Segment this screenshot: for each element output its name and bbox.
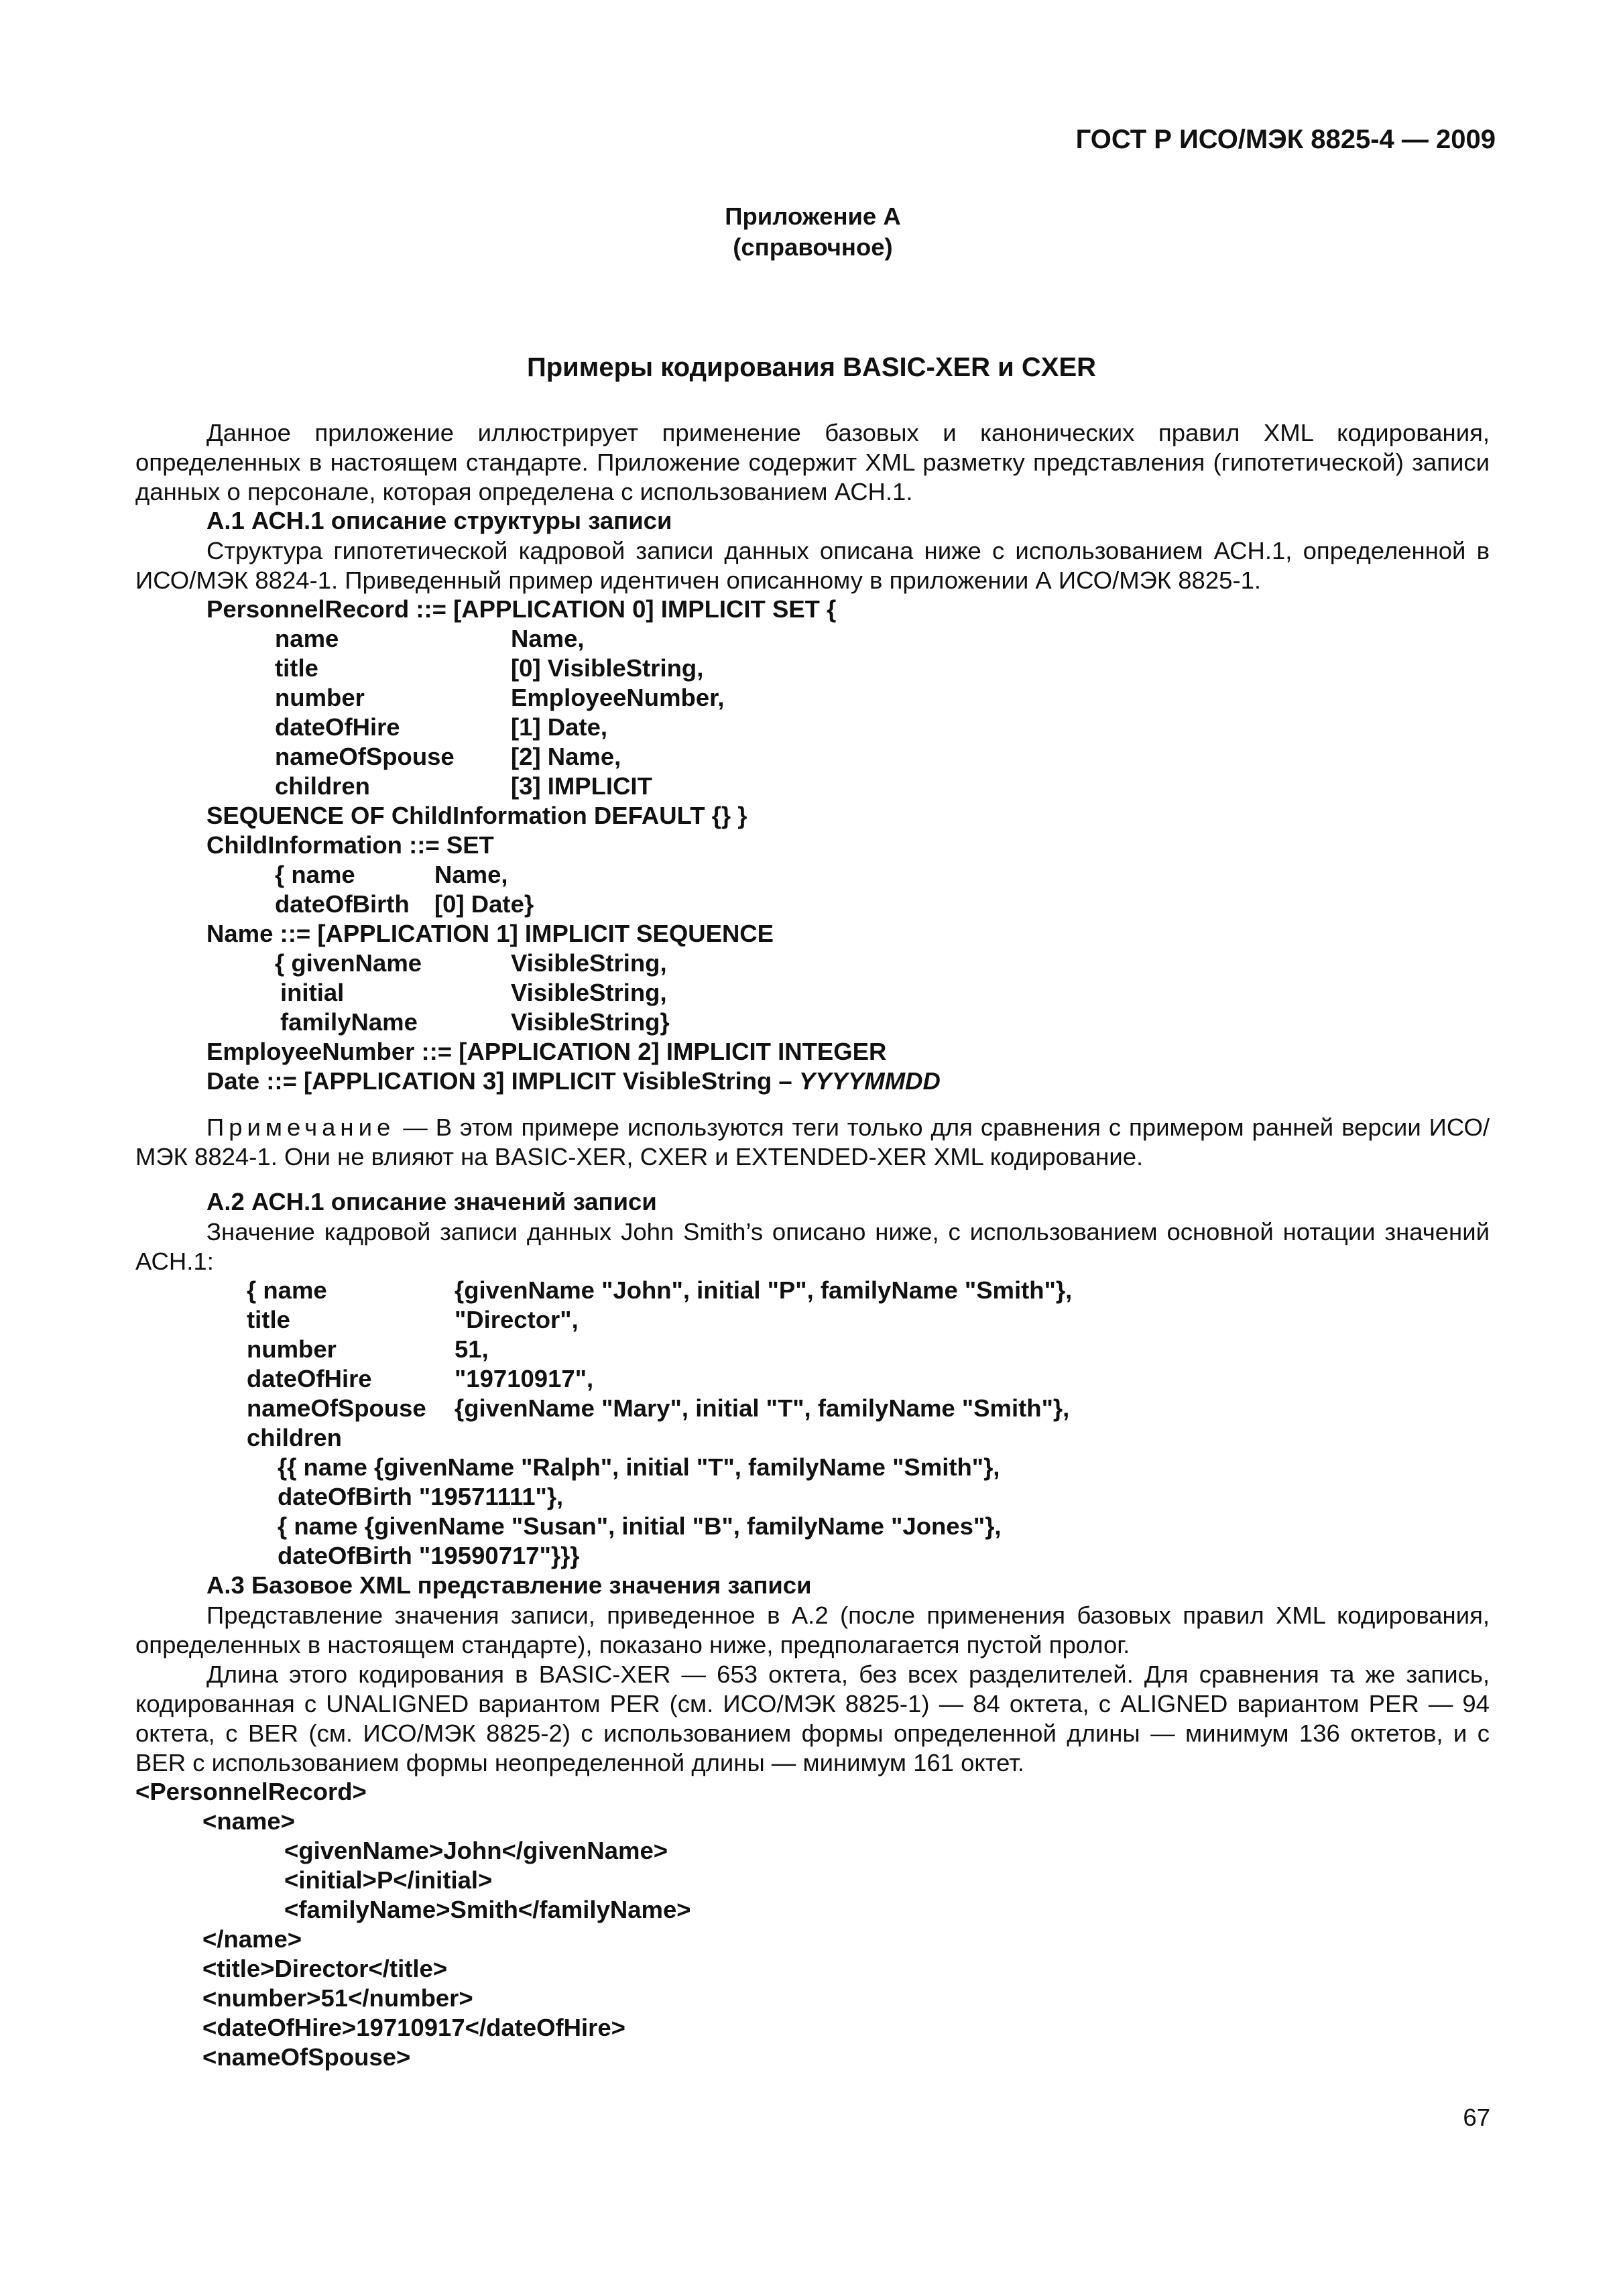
field-name: number: [275, 684, 365, 711]
value-content: {givenName "Mary", initial "T", familyName "Smith"},: [455, 1394, 1070, 1422]
field-type: [0] VisibleString,: [511, 654, 704, 682]
code-line: EmployeeNumber ::= [APPLICATION 2] IMPLICIT INTEGER: [206, 1038, 887, 1065]
field-name: { givenName: [275, 949, 422, 977]
field-name: familyName: [280, 1008, 418, 1036]
children-value-line: dateOfBirth "19571111"},: [278, 1483, 564, 1510]
annex-subtitle: (справочное): [733, 233, 893, 261]
code-line: SEQUENCE OF ChildInformation DEFAULT {} }: [206, 802, 747, 829]
field-name: name: [275, 625, 339, 652]
a2-paragraph: [135, 1217, 1490, 1276]
value-name: number: [247, 1335, 337, 1363]
date-definition: Date ::= [APPLICATION 3] IMPLICIT VisibleString –: [206, 1067, 792, 1095]
code-line: PersonnelRecord ::= [APPLICATION 0] IMPLICIT SET {: [206, 595, 837, 623]
field-name: nameOfSpouse: [275, 743, 455, 770]
annex-title: Приложение А: [725, 202, 901, 230]
code-line: [206, 1067, 941, 1095]
value-name: nameOfSpouse: [247, 1394, 426, 1422]
xml-line: <title>Director</title>: [202, 1955, 448, 1982]
field-type: Name,: [434, 861, 508, 888]
field-name: title: [275, 654, 318, 682]
value-content: {givenName "John", initial "P", familyName "Smith"},: [455, 1276, 1073, 1304]
field-type: [2] Name,: [511, 743, 621, 770]
field-type: [1] Date,: [511, 713, 608, 741]
intro-paragraph: [135, 418, 1490, 507]
value-content: "Director",: [455, 1306, 579, 1333]
note-paragraph: [135, 1113, 1490, 1172]
a3-paragraph-2: [135, 1660, 1490, 1778]
field-name: children: [275, 772, 370, 800]
xml-line: <givenName>John</givenName>: [284, 1837, 668, 1864]
section-title: Примеры кодирования BASIC-XER и CXER: [526, 353, 1097, 382]
intro-text: Данное приложение иллюстрирует применение базовых и канонических правил XML кодирования, определенных в настоящем стандарте. Приложение содержит XML разметку представления (гипотетической) записи данных о персонале, которая определена с использованием АСН.1.: [135, 419, 1490, 506]
value-name: dateOfHire: [247, 1365, 372, 1392]
a3-text-2: Длина этого кодирования в BASIC-XER — 653 октета, без всех разделителей. Для сравнения та же запись, кодированная с UNALIGNED вариантом PER (см. ИСО/МЭК 8825-1) — 84 октета, с ALIGNED вариантом PER — 94 октета, с BER (см. ИСО/МЭК 8825-2) с использованием формы определенной длины — минимум 136 октетов, и с BER с использованием формы неопределенной длины — минимум 161 октет.: [135, 1660, 1490, 1777]
value-name: children: [247, 1424, 342, 1451]
a2-text: Значение кадровой записи данных John Smith’s описано ниже, с использованием основной нотации значений АСН.1:: [135, 1218, 1490, 1276]
field-name: { name: [275, 861, 355, 888]
field-name: dateOfBirth: [275, 890, 410, 918]
a3-paragraph-1: [135, 1601, 1490, 1660]
a1-paragraph: [135, 536, 1490, 595]
note-label: Примечание: [206, 1113, 396, 1141]
a2-heading: А.2 АСН.1 описание значений записи: [206, 1188, 657, 1215]
note-text: — В этом примере используются теги только для сравнения с примером ранней версии ИСО/МЭК 8824-1. Они не влияют на BASIC-XER, CXER и EXTENDED-XER XML кодирование.: [135, 1113, 1490, 1171]
xml-line: <dateOfHire>19710917</dateOfHire>: [202, 2014, 625, 2041]
field-name: initial: [280, 979, 345, 1006]
xml-line: <name>: [202, 1807, 295, 1835]
value-content: "19710917",: [455, 1365, 594, 1392]
field-type: [3] IMPLICIT: [511, 772, 652, 800]
date-format: YYYYMMDD: [798, 1067, 941, 1095]
field-type: [0] Date}: [434, 890, 534, 918]
xml-line: <number>51</number>: [202, 1984, 473, 2012]
standard-header: ГОСТ Р ИСО/МЭК 8825-4 — 2009: [1075, 125, 1496, 154]
value-content: 51,: [455, 1335, 489, 1363]
children-value-line: {{ name {givenName "Ralph", initial "T", familyName "Smith"},: [278, 1453, 1000, 1481]
field-type: VisibleString,: [511, 979, 667, 1006]
a3-text-1: Представление значения записи, приведенное в А.2 (после применения базовых правил XML кодирования, определенных в настоящем стандарте), показано ниже, предполагается пустой пролог.: [135, 1602, 1490, 1659]
xml-line: </name>: [202, 1925, 302, 1953]
code-line: Name ::= [APPLICATION 1] IMPLICIT SEQUENCE: [206, 920, 774, 947]
a3-heading: А.3 Базовое XML представление значения записи: [206, 1571, 812, 1599]
page-number: 67: [1463, 2104, 1490, 2131]
field-type: VisibleString,: [511, 949, 667, 977]
xml-line: <initial>P</initial>: [284, 1866, 493, 1894]
children-value-line: dateOfBirth "19590717"}}}: [278, 1542, 580, 1569]
field-type: EmployeeNumber,: [511, 684, 725, 711]
children-value-line: { name {givenName "Susan", initial "B", familyName "Jones"},: [278, 1512, 1002, 1540]
xml-line: <nameOfSpouse>: [202, 2043, 411, 2071]
code-line: ChildInformation ::= SET: [206, 831, 494, 859]
value-name: { name: [247, 1276, 327, 1304]
field-type: VisibleString}: [511, 1008, 670, 1036]
xml-line: <familyName>Smith</familyName>: [284, 1896, 691, 1923]
a1-heading: А.1 АСН.1 описание структуры записи: [206, 507, 672, 534]
field-name: dateOfHire: [275, 713, 400, 741]
value-name: title: [247, 1306, 290, 1333]
field-type: Name,: [511, 625, 585, 652]
a1-text: Структура гипотетической кадровой записи данных описана ниже с использованием АСН.1, определенной в ИСО/МЭК 8824-1. Приведенный пример идентичен описанному в приложении А ИСО/МЭК 8825-1.: [135, 537, 1490, 595]
xml-line: <PersonnelRecord>: [135, 1778, 367, 1805]
